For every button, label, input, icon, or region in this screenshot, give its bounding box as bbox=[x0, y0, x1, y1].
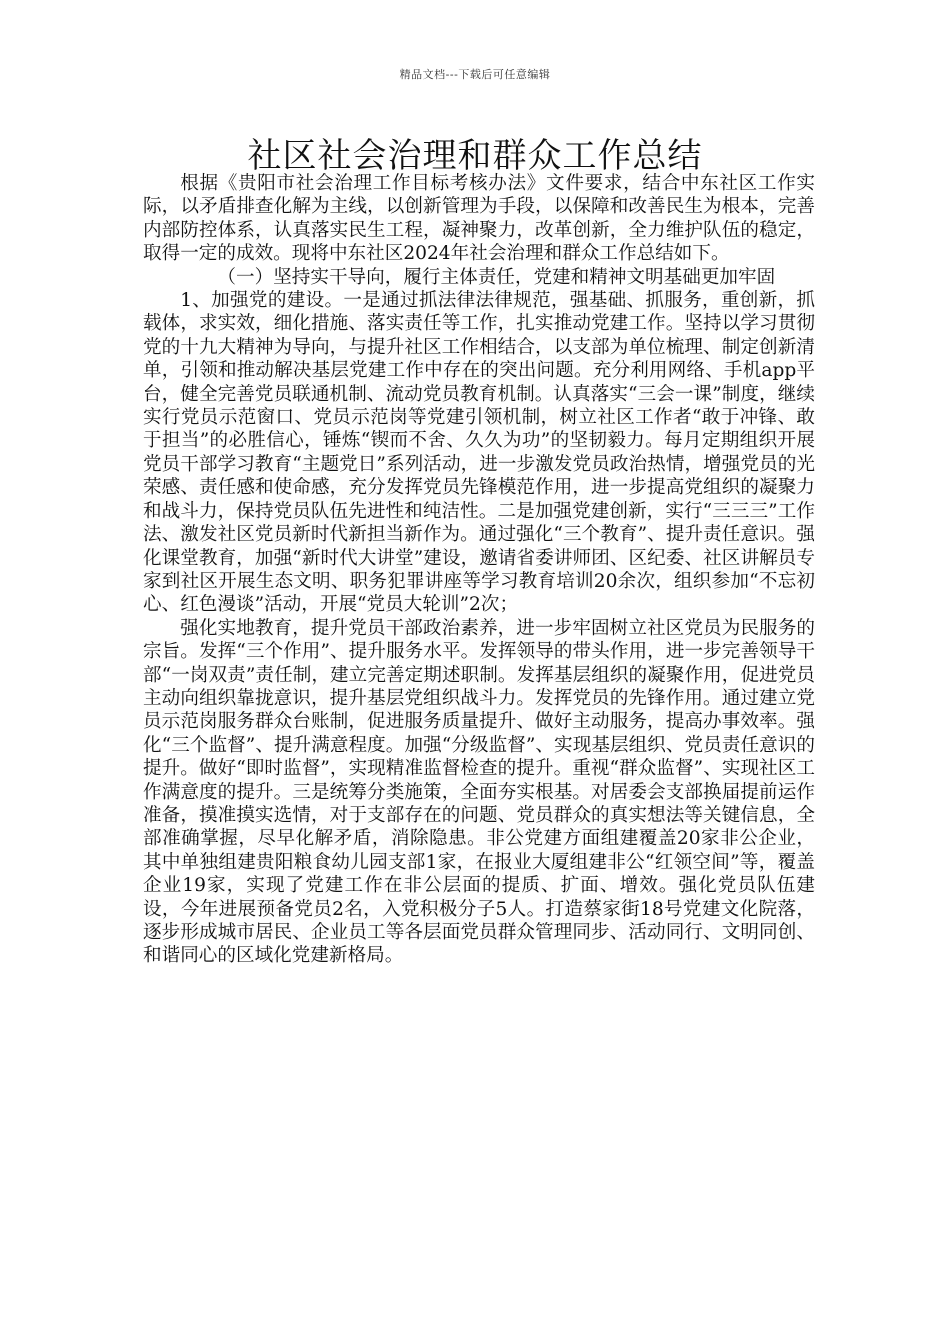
document-title: 社区社会治理和群众工作总结 bbox=[247, 136, 703, 176]
document-body bbox=[143, 172, 815, 968]
body-paragraph: 强化实地教育，提升党员干部政治素养，进一步牢固树立社区党员为民服务的宗旨。发挥“三个作用”、提升服务水平。发挥领导的带头作用，进一步完善领导干部“一岗双责”责任制，建立完善定期述职制。发挥基层组织的凝聚作用，促进党员主动向组织靠拢意识，提升基层党组织战斗力。发挥党员的先锋作用。通过建立党员示范岗服务群众台账制，促进服务质量提升、做好主动服务，提高办事效率。强化“三个监督”、提升满意程度。加强“分级监督”、实现基层组织、党员责任意识的提升。做好“即时监督”，实现精准监督检查的提升。重视“群众监督”、实现社区工作满意度的提升。三是统筹分类施策，全面夯实根基。对居委会支部换届提前运作准备，摸准摸实选情，对于支部存在的问题、党员群众的真实想法等关键信息，全部准确掌握，尽早化解矛盾，消除隐患。非公党建方面组建覆盖20家非公企业，其中单独组建贵阳粮食幼儿园支部1家，在报业大厦组建非公“红领空间”等，覆盖企业19家，实现了党建工作在非公层面的提质、扩面、增效。强化党员队伍建设，今年进展预备党员2名，入党积极分子5人。打造蔡家街18号党建文化院落，逐步形成城市居民、企业员工等各层面党员群众管理同步、活动同行、文明同创、和谐同心的区域化党建新格局。 bbox=[143, 617, 815, 967]
header-note: 精品文档---下载后可任意编辑 bbox=[399, 68, 551, 81]
intro-paragraph: 根据《贵阳市社会治理工作目标考核办法》文件要求，结合中东社区工作实际，以矛盾排查化解为主线，以创新管理为手段，以保障和改善民生为根本，完善内部防控体系，认真落实民生工程，凝神聚力，改革创新，全力维护队伍的稳定，取得一定的成效。现将中东社区2024年社会治理和群众工作总结如下。 bbox=[143, 173, 815, 265]
section-heading: （一）坚持实干导向，履行主体责任，党建和精神文明基础更加牢固 bbox=[217, 266, 776, 288]
body-paragraph: 1、加强党的建设。一是通过抓法律法律规范，强基础、抓服务，重创新，抓载体，求实效，细化措施、落实责任等工作，扎实推动党建工作。坚持以学习贯彻党的十九大精神为导向，与提升社区工作相结合，以支部为单位梳理、制定创新清单，引领和推动解决基层党建工作中存在的突出问题。充分利用网络、手机app平台，健全完善党员联通机制、流动党员教育机制。认真落实“三会一课”制度，继续实行党员示范窗口、党员示范岗等党建引领机制，树立社区工作者“敢于冲锋、敢于担当”的必胜信心，锤炼“锲而不舍、久久为功”的坚韧毅力。每月定期组织开展党员干部学习教育“主题党日”系列活动，进一步激发党员政治热情，增强党员的光荣感、责任感和使命感，充分发挥党员先锋模范作用，进一步提高党组织的凝聚力和战斗力，保持党员队伍先进性和纯洁性。二是加强党建创新，实行“三三三”工作法、激发社区党员新时代新担当新作为。通过强化“三个教育”、提升责任意识。强化课堂教育，加强“新时代大讲堂”建设，邀请省委讲师团、区纪委、社区讲解员专家到社区开展生态文明、职务犯罪讲座等学习教育培训20余次，组织参加“不忘初心、红色漫谈”活动，开展“党员大轮训”2次； bbox=[143, 290, 815, 616]
